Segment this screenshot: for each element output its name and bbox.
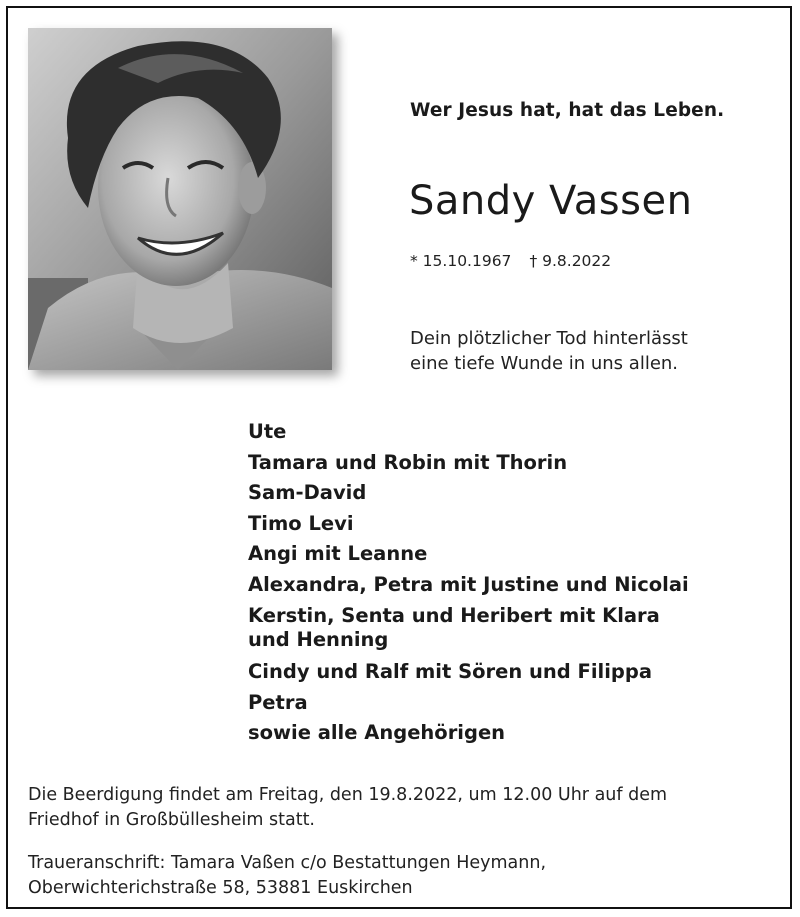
death-date: † 9.8.2022 (529, 252, 612, 270)
obituary-frame (6, 6, 792, 909)
condolence-quote (410, 326, 688, 376)
mourner-line: Sam-David (248, 481, 367, 505)
quote-line: eine tiefe Wunde in uns allen. (410, 353, 679, 374)
mourner-line: Cindy und Ralf mit Sören und Filippa (248, 660, 653, 684)
mourning-address (28, 851, 546, 901)
deceased-name: Sandy Vassen (409, 178, 693, 224)
address-line: Oberwichterichstraße 58, 53881 Euskirchen (28, 878, 413, 898)
motto-text: Wer Jesus hat, hat das Leben. (410, 100, 725, 121)
portrait-image (28, 28, 332, 370)
mourner-line: Tamara und Robin mit Thorin (248, 450, 568, 474)
life-dates (410, 252, 611, 270)
quote-line: Dein plötzlicher Tod hinterlässt (410, 328, 688, 349)
mourner-line: Ute (248, 420, 287, 443)
mourner-line: Alexandra, Petra mit Justine und Nicolai (248, 572, 689, 596)
mourner-line: Petra (248, 690, 308, 714)
mourner-line: sowie alle Angehörigen (248, 721, 506, 745)
birth-date: * 15.10.1967 (410, 252, 512, 270)
funeral-line: Friedhof in Großbüllesheim statt. (28, 810, 315, 830)
mourner-line: Kerstin, Senta und Heribert mit Klara (248, 603, 660, 627)
address-line: Traueranschrift: Tamara Vaßen c/o Bestattungen Heymann, (28, 853, 547, 873)
mourner-line: Angi mit Leanne (248, 542, 428, 566)
mourner-line: und Henning (248, 628, 389, 652)
portrait-photo (28, 28, 332, 370)
funeral-line: Die Beerdigung findet am Freitag, den 19.8.2022, um 12.00 Uhr auf dem (28, 785, 668, 805)
mourner-line: Timo Levi (248, 511, 354, 535)
funeral-notice (28, 783, 780, 833)
mourners-list (248, 417, 689, 749)
